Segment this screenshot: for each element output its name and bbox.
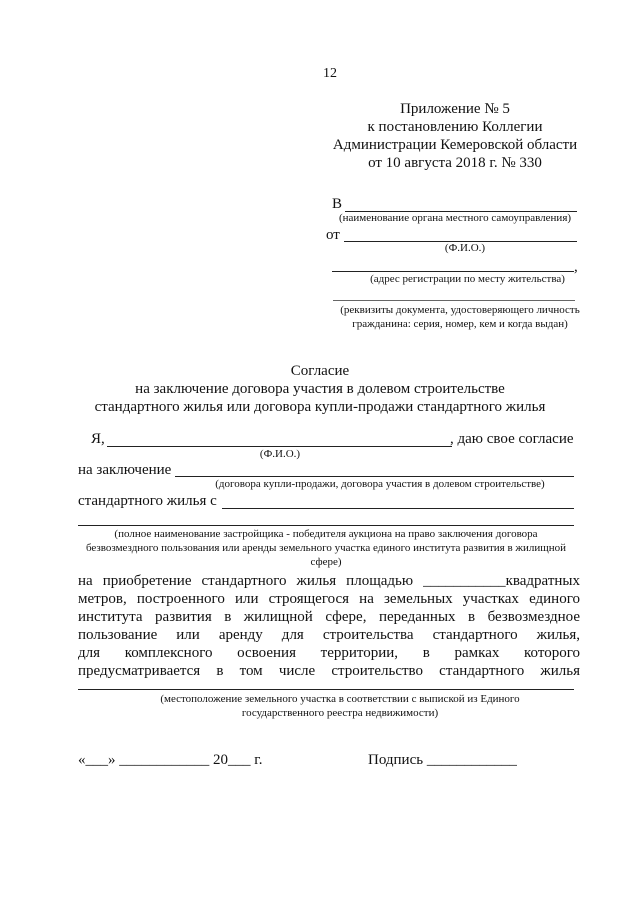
paragraph-line-1: на приобретение стандартного жилья площадью ___________квадратных [78, 573, 580, 589]
from-prefix: от [326, 227, 340, 243]
conclusion-prefix: на заключение [78, 462, 172, 478]
page-number: 12 [323, 66, 337, 81]
address-caption: (адрес регистрации по месту жительства) [370, 273, 565, 285]
contract-type-line[interactable] [175, 476, 574, 477]
id-document-line[interactable] [333, 300, 575, 301]
paragraph-line-3: института развития в жилищной сфере, переданных в безвозмездное [78, 609, 580, 625]
i-prefix: Я, [91, 431, 105, 447]
applicant-fio-caption: (Ф.И.О.) [444, 242, 486, 254]
document-subtitle-line2: стандартного жилья или договора купли-продажи стандартного жилья [94, 399, 546, 415]
id-document-caption: (реквизиты документа, удостоверяющего личность гражданина: серия, номер, кем и когда выдан) [340, 304, 580, 330]
consent-fio-caption: (Ф.И.О.) [259, 448, 301, 460]
developer-caption: (полное наименование застройщика - победителя аукциона на право заключения договора безвозмездного пользования или аренды земельного участка единого института развития в жилищной сфере) [85, 528, 567, 568]
paragraph-line-6: предусматривается в том числе строительство стандартного жилья [78, 663, 580, 679]
contract-type-caption: (договора купли-продажи, договора участия в долевом строительстве) [215, 478, 545, 490]
location-caption: (местоположение земельного участка в соответствии с выпиской из Единого государственного реестра недвижимости) [160, 693, 520, 719]
paragraph-line-2: метров, построенного или строящегося на земельных участках единого [78, 591, 580, 607]
appendix-administration: Администрации Кемеровской области [332, 137, 578, 153]
to-prefix: В [332, 196, 343, 212]
appendix-date: от 10 августа 2018 г. № 330 [368, 155, 542, 171]
paragraph-line-4: пользование или аренду для строительства стандартного жилья, [78, 627, 580, 643]
address-comma: , [574, 259, 578, 275]
housing-prefix: стандартного жилья с [78, 493, 217, 509]
document-subtitle-line1: на заключение договора участия в долевом строительстве [135, 381, 505, 397]
document-title: Согласие [290, 363, 350, 379]
consent-text: , даю свое согласие [450, 431, 574, 447]
paragraph-line-5: для комплексного освоения территории, в рамках которого [78, 645, 580, 661]
date-field[interactable]: «___» ____________ 20___ г. [78, 752, 263, 768]
signature-field[interactable]: Подпись ____________ [368, 752, 517, 768]
consent-fio-line[interactable] [107, 446, 452, 447]
developer-line-2[interactable] [78, 525, 574, 526]
developer-line-1[interactable] [222, 508, 574, 509]
appendix-resolution-ref: к постановлению Коллегии [367, 119, 543, 135]
appendix-title: Приложение № 5 [400, 101, 510, 117]
authority-caption: (наименование органа местного самоуправления) [338, 212, 572, 224]
address-line[interactable] [332, 271, 574, 272]
location-line[interactable] [78, 689, 574, 690]
